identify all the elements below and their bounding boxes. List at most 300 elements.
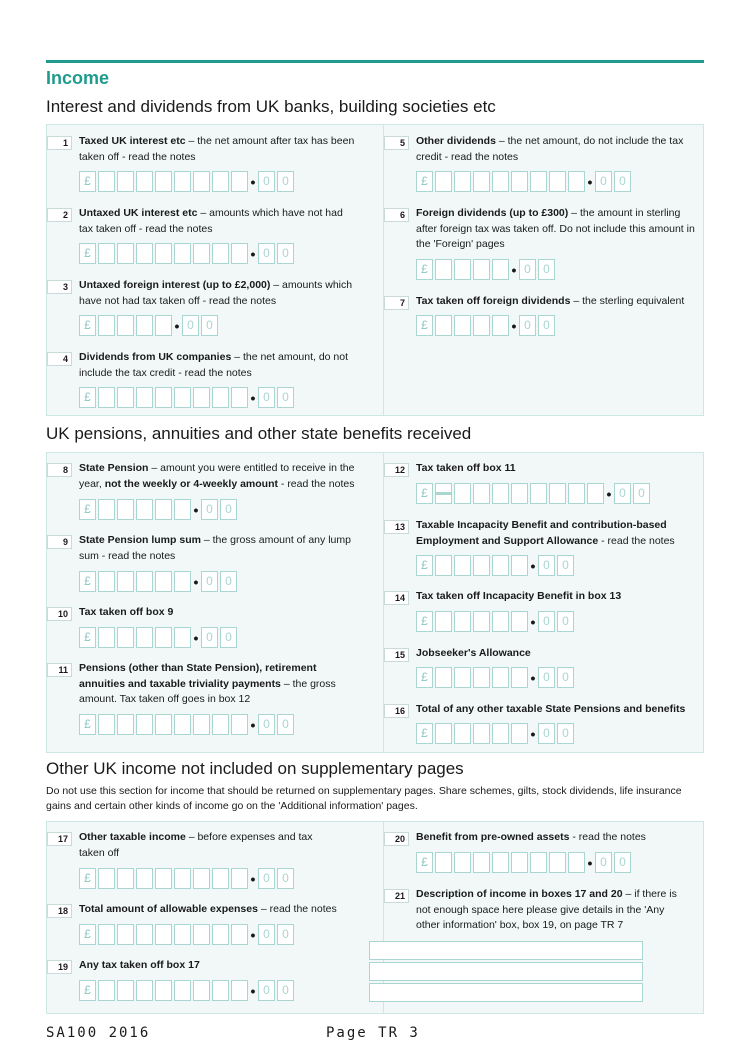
pence-cell[interactable]: 0 (614, 171, 631, 192)
pound-digit-cell[interactable] (136, 499, 153, 520)
pence-cell[interactable]: 0 (277, 868, 294, 889)
decimal-point: • (511, 261, 517, 278)
pound-digit-cell[interactable] (117, 571, 134, 592)
pence-cell[interactable]: 0 (538, 723, 555, 744)
pound-digit-cell[interactable] (136, 627, 153, 648)
decimal-point: • (250, 389, 256, 406)
box-19-label: Any tax taken off box 17 (79, 959, 200, 971)
pence-cell[interactable]: 0 (538, 555, 555, 576)
pound-digit-cell[interactable] (231, 714, 248, 735)
box-1-amount-field[interactable] (79, 171, 296, 192)
decimal-point: • (250, 245, 256, 262)
pound-digit-cell[interactable] (530, 171, 547, 192)
pound-digit-cell[interactable] (136, 924, 153, 945)
box-number-3: 3 (47, 280, 72, 294)
pound-digit-cell[interactable] (155, 387, 172, 408)
pound-digit-cell[interactable] (174, 571, 191, 592)
pound-digit-cell[interactable] (98, 868, 115, 889)
pound-sign-icon[interactable]: £ (416, 315, 433, 336)
box-11-amount-field[interactable] (79, 714, 296, 735)
pound-digit-cell[interactable] (549, 483, 566, 504)
box-19-question (79, 958, 364, 974)
box-number-8: 8 (47, 463, 72, 477)
decimal-point: • (250, 870, 256, 887)
pound-digit-cell[interactable] (511, 723, 528, 744)
pound-sign-icon[interactable]: £ (79, 315, 96, 336)
decimal-point: • (530, 613, 536, 630)
pound-digit-cell[interactable] (212, 387, 229, 408)
pound-digit-cell[interactable] (511, 555, 528, 576)
pound-digit-cell[interactable] (174, 499, 191, 520)
box-number-20: 20 (384, 832, 409, 846)
column-divider (383, 125, 384, 415)
pound-digit-cell[interactable] (155, 714, 172, 735)
box-13-label: Taxable Incapacity Benefit and contribution-based Employment and Support Allowance (416, 519, 667, 547)
pence-cell[interactable]: 0 (538, 315, 555, 336)
pound-digit-cell[interactable] (492, 667, 509, 688)
pound-digit-cell[interactable] (435, 315, 452, 336)
box-18-hint: – read the notes (257, 903, 337, 915)
pound-digit-cell[interactable] (568, 171, 585, 192)
pence-cell[interactable]: 0 (595, 171, 612, 192)
pence-cell[interactable]: 0 (277, 714, 294, 735)
pound-sign-icon[interactable]: £ (79, 387, 96, 408)
description-line-1[interactable] (369, 941, 643, 960)
pound-digit-cell[interactable] (174, 171, 191, 192)
pound-digit-cell[interactable] (117, 924, 134, 945)
pence-cell[interactable]: 0 (258, 171, 275, 192)
box-10-label: Tax taken off box 9 (79, 606, 174, 618)
box-19-amount-field[interactable] (79, 980, 296, 1001)
box-13-question (416, 518, 701, 549)
box-12-label: Tax taken off box 11 (416, 462, 516, 474)
box-3-hint: – amounts which have not had tax taken off - read the notes (79, 279, 353, 307)
pence-cell[interactable]: 0 (258, 714, 275, 735)
box-13-amount-field[interactable] (416, 555, 576, 576)
box-number-7: 7 (384, 296, 409, 310)
box-2-label: Untaxed UK interest etc (79, 207, 198, 219)
pound-digit-cell[interactable] (511, 483, 528, 504)
box-2-amount-field[interactable] (79, 243, 296, 264)
pound-digit-cell[interactable] (193, 171, 210, 192)
pound-digit-cell[interactable] (155, 315, 172, 336)
pound-digit-cell[interactable] (530, 852, 547, 873)
decimal-point: • (174, 317, 180, 334)
section-title-pensions: UK pensions, annuities and other state benefits received (46, 424, 472, 443)
decimal-point: • (193, 501, 199, 518)
pound-digit-cell[interactable] (155, 171, 172, 192)
pound-digit-cell[interactable] (98, 924, 115, 945)
box-8-hint-end: - read the notes (277, 477, 355, 490)
box-3-question (79, 278, 364, 309)
pound-digit-cell[interactable] (568, 852, 585, 873)
pound-digit-cell[interactable] (492, 723, 509, 744)
pound-digit-cell[interactable] (473, 171, 490, 192)
pence-cell[interactable]: 0 (201, 499, 218, 520)
pound-digit-cell[interactable] (435, 611, 452, 632)
pound-digit-cell[interactable] (454, 483, 471, 504)
pound-digit-cell[interactable] (193, 714, 210, 735)
pound-digit-cell[interactable] (231, 980, 248, 1001)
box-5-label: Other dividends (416, 135, 496, 147)
pound-digit-cell[interactable] (231, 243, 248, 264)
box-9-question (79, 533, 359, 564)
pound-digit-cell[interactable] (155, 243, 172, 264)
pence-cell[interactable]: 0 (614, 483, 631, 504)
pence-cell[interactable]: 0 (220, 499, 237, 520)
pound-digit-cell[interactable] (117, 868, 134, 889)
decimal-point: • (587, 173, 593, 190)
box-14-label: Tax taken off Incapacity Benefit in box 13 (416, 590, 622, 602)
pence-cell[interactable]: 0 (614, 852, 631, 873)
pound-digit-cell[interactable] (174, 243, 191, 264)
box-8-hint: – amount you were entitled to receive in the year, (79, 462, 355, 490)
pound-digit-cell[interactable] (454, 315, 471, 336)
decimal-point: • (250, 982, 256, 999)
pound-digit-cell[interactable] (98, 387, 115, 408)
pound-sign-icon[interactable]: £ (416, 852, 433, 873)
pound-digit-cell[interactable] (473, 483, 490, 504)
box-7-amount-field[interactable] (416, 315, 557, 336)
top-rule (46, 60, 704, 63)
box-number-10: 10 (47, 607, 72, 621)
pence-cell[interactable]: 0 (538, 611, 555, 632)
box-20-amount-field[interactable] (416, 852, 633, 873)
pound-sign-icon[interactable]: £ (79, 499, 96, 520)
footer-form-id: SA100 2016 (46, 1025, 151, 1041)
box-5-hint: – the net amount, do not include the tax credit - read the notes (416, 135, 684, 163)
pound-digit-cell[interactable] (492, 611, 509, 632)
box-11-question (79, 661, 359, 708)
pound-digit-cell[interactable] (473, 723, 490, 744)
pound-digit-cell[interactable] (231, 868, 248, 889)
pound-digit-cell[interactable] (155, 980, 172, 1001)
pound-digit-cell[interactable] (454, 555, 471, 576)
pound-digit-cell[interactable] (454, 852, 471, 873)
pence-cell[interactable]: 0 (633, 483, 650, 504)
pound-digit-cell[interactable] (136, 387, 153, 408)
pound-digit-cell[interactable] (174, 387, 191, 408)
box-9-label: State Pension lump sum (79, 534, 201, 546)
pound-digit-cell[interactable] (492, 555, 509, 576)
box-16-question (416, 702, 701, 718)
pound-digit-cell[interactable] (155, 571, 172, 592)
pound-digit-cell[interactable] (231, 171, 248, 192)
box-number-18: 18 (47, 904, 72, 918)
pound-digit-cell[interactable] (98, 714, 115, 735)
box-9-hint: – the gross amount of any lump sum - read the notes (79, 534, 351, 562)
decimal-point: • (530, 725, 536, 742)
pound-digit-cell[interactable] (435, 259, 452, 280)
decimal-point: • (193, 629, 199, 646)
pound-digit-cell[interactable] (117, 387, 134, 408)
box-6-hint: – the amount in sterling after foreign tax was taken off. Do not include this amount in the 'Foreign' pages (416, 207, 695, 250)
pound-digit-cell[interactable] (473, 852, 490, 873)
box-3-amount-field[interactable] (79, 315, 220, 336)
pound-sign-icon[interactable]: £ (79, 171, 96, 192)
pence-cell[interactable]: 0 (258, 924, 275, 945)
box-11-label: Pensions (other than State Pension), retirement annuities and taxable triviality payments (79, 662, 317, 690)
box-5-amount-field[interactable] (416, 171, 633, 192)
pound-digit-cell[interactable] (511, 852, 528, 873)
box-21-hint: – if there is not enough space here please give details in the 'Any other information' box, box 19, on page TR 7 (416, 888, 677, 931)
pound-sign-icon[interactable]: £ (79, 571, 96, 592)
pence-cell[interactable]: 0 (277, 980, 294, 1001)
pound-digit-cell[interactable] (98, 315, 115, 336)
pound-digit-cell[interactable] (454, 611, 471, 632)
pound-sign-icon[interactable]: £ (79, 243, 96, 264)
pound-digit-cell[interactable] (473, 315, 490, 336)
pound-digit-cell[interactable] (568, 483, 585, 504)
box-14-amount-field[interactable] (416, 611, 576, 632)
pound-digit-cell[interactable] (492, 171, 509, 192)
pound-digit-cell[interactable] (530, 483, 547, 504)
box-number-6: 6 (384, 208, 409, 222)
pound-digit-cell[interactable] (492, 259, 509, 280)
box-15-amount-field[interactable] (416, 667, 576, 688)
pound-digit-cell[interactable] (587, 483, 604, 504)
pound-digit-cell[interactable] (193, 243, 210, 264)
box-17-hint: – before expenses and tax taken off (79, 831, 313, 859)
pence-cell[interactable]: 0 (538, 259, 555, 280)
box-11-hint: – the gross amount. Tax taken off goes in box 12 (79, 677, 336, 705)
pound-digit-cell[interactable] (136, 571, 153, 592)
pound-sign-icon[interactable]: £ (416, 483, 433, 504)
box-6-amount-field[interactable] (416, 259, 557, 280)
pound-digit-cell[interactable] (117, 627, 134, 648)
pound-sign-icon[interactable]: £ (79, 627, 96, 648)
decimal-point: • (606, 485, 612, 502)
box-number-14: 14 (384, 591, 409, 605)
pound-digit-cell[interactable] (136, 315, 153, 336)
pence-cell[interactable]: 0 (258, 387, 275, 408)
pound-digit-cell[interactable] (511, 611, 528, 632)
pound-digit-cell[interactable] (155, 627, 172, 648)
box-8-amount-field[interactable] (79, 499, 239, 520)
decimal-point: • (530, 669, 536, 686)
pound-digit-cell[interactable] (454, 259, 471, 280)
pence-cell[interactable]: 0 (595, 852, 612, 873)
pound-digit-cell[interactable] (98, 571, 115, 592)
pound-digit-cell[interactable] (511, 171, 528, 192)
box-15-question (416, 646, 701, 662)
pound-digit-cell[interactable] (117, 171, 134, 192)
pound-digit-cell[interactable] (473, 611, 490, 632)
box-18-question (79, 902, 364, 918)
pence-cell[interactable]: 0 (258, 243, 275, 264)
pound-digit-cell[interactable] (473, 555, 490, 576)
box-12-question (416, 461, 701, 477)
pound-sign-icon[interactable]: £ (79, 714, 96, 735)
box-number-11: 11 (47, 663, 72, 677)
pound-digit-cell[interactable] (492, 315, 509, 336)
box-number-5: 5 (384, 136, 409, 150)
box-6-question (416, 206, 701, 253)
box-10-question (79, 605, 364, 621)
box-17-amount-field[interactable] (79, 868, 296, 889)
pound-digit-cell[interactable] (212, 171, 229, 192)
pound-digit-cell[interactable] (117, 499, 134, 520)
pound-sign-icon[interactable]: £ (416, 723, 433, 744)
pound-digit-cell[interactable] (212, 924, 229, 945)
pence-cell[interactable]: 0 (557, 723, 574, 744)
pound-digit-cell[interactable] (549, 852, 566, 873)
pound-digit-cell[interactable] (492, 483, 509, 504)
pound-digit-cell[interactable] (435, 171, 452, 192)
pound-digit-cell[interactable] (136, 980, 153, 1001)
box-18-label: Total amount of allowable expenses (79, 903, 258, 915)
decimal-point: • (250, 716, 256, 733)
pound-digit-cell[interactable] (193, 868, 210, 889)
pound-digit-cell[interactable] (136, 243, 153, 264)
pound-sign-icon[interactable]: £ (416, 667, 433, 688)
box-number-15: 15 (384, 648, 409, 662)
box-6-label: Foreign dividends (up to £300) (416, 207, 569, 219)
pound-digit-cell[interactable] (117, 714, 134, 735)
pound-sign-icon[interactable]: £ (416, 555, 433, 576)
box-18-amount-field[interactable] (79, 924, 296, 945)
pence-cell[interactable]: 0 (201, 571, 218, 592)
pound-digit-cell[interactable] (454, 723, 471, 744)
box-2-hint: – amounts which have not had tax taken off - read the notes (79, 207, 343, 235)
pence-cell[interactable]: 0 (201, 627, 218, 648)
pound-digit-cell[interactable] (193, 924, 210, 945)
section-title-other-income: Other UK income not included on supplementary pages (46, 759, 464, 778)
minus-sign-cell[interactable] (435, 483, 452, 504)
box-number-21: 21 (384, 889, 409, 903)
pence-cell[interactable]: 0 (557, 667, 574, 688)
pound-digit-cell[interactable] (155, 499, 172, 520)
pound-digit-cell[interactable] (473, 259, 490, 280)
box-4-amount-field[interactable] (79, 387, 296, 408)
pound-digit-cell[interactable] (435, 555, 452, 576)
pound-digit-cell[interactable] (174, 627, 191, 648)
pound-sign-icon[interactable]: £ (79, 924, 96, 945)
box-21-label: Description of income in boxes 17 and 20 (416, 888, 623, 900)
minus-icon (436, 492, 451, 495)
pound-sign-icon[interactable]: £ (79, 980, 96, 1001)
box-number-19: 19 (47, 960, 72, 974)
box-20-question (416, 830, 701, 846)
pound-digit-cell[interactable] (454, 667, 471, 688)
pound-digit-cell[interactable] (231, 387, 248, 408)
pound-digit-cell[interactable] (193, 980, 210, 1001)
description-line-2[interactable] (369, 962, 643, 981)
pound-digit-cell[interactable] (549, 171, 566, 192)
pound-digit-cell[interactable] (155, 868, 172, 889)
box-9-amount-field[interactable] (79, 571, 239, 592)
pence-cell[interactable]: 0 (519, 315, 536, 336)
pound-digit-cell[interactable] (435, 852, 452, 873)
pence-cell[interactable]: 0 (277, 387, 294, 408)
pence-cell[interactable]: 0 (557, 611, 574, 632)
box-7-hint: – the sterling equivalent (570, 295, 685, 307)
pound-digit-cell[interactable] (98, 499, 115, 520)
pound-sign-icon[interactable]: £ (416, 171, 433, 192)
box-number-2: 2 (47, 208, 72, 222)
pound-digit-cell[interactable] (117, 243, 134, 264)
box-16-label: Total of any other taxable State Pensions and benefits (416, 703, 686, 715)
pound-digit-cell[interactable] (174, 924, 191, 945)
pence-cell[interactable]: 0 (201, 315, 218, 336)
box-4-label: Dividends from UK companies (79, 351, 232, 363)
pound-digit-cell[interactable] (212, 980, 229, 1001)
pound-digit-cell[interactable] (117, 315, 134, 336)
pound-digit-cell[interactable] (98, 980, 115, 1001)
pound-digit-cell[interactable] (492, 852, 509, 873)
pence-cell[interactable]: 0 (557, 555, 574, 576)
box-16-amount-field[interactable] (416, 723, 576, 744)
pence-cell[interactable]: 0 (277, 243, 294, 264)
box-20-label: Benefit from pre-owned assets (416, 831, 570, 843)
box-4-hint: – the net amount, do not include the tax credit - read the notes (79, 351, 349, 379)
box-12-amount-field[interactable] (416, 483, 652, 504)
box-1-label: Taxed UK interest etc (79, 135, 186, 147)
pound-digit-cell[interactable] (136, 868, 153, 889)
pound-digit-cell[interactable] (98, 627, 115, 648)
decimal-point: • (530, 557, 536, 574)
pound-digit-cell[interactable] (174, 714, 191, 735)
pence-cell[interactable]: 0 (277, 924, 294, 945)
pound-digit-cell[interactable] (473, 667, 490, 688)
section-intro: Do not use this section for income that should be returned on supplementary pages. Share schemes, gilts, stock dividends, life insurance gains and certain other kinds of income go on the 'Additional information' pages. (46, 785, 682, 812)
box-15-label: Jobseeker's Allowance (416, 647, 531, 659)
pound-digit-cell[interactable] (98, 171, 115, 192)
pound-digit-cell[interactable] (212, 243, 229, 264)
box-17-question (79, 830, 339, 861)
pound-digit-cell[interactable] (193, 387, 210, 408)
box-number-13: 13 (384, 520, 409, 534)
pound-digit-cell[interactable] (174, 980, 191, 1001)
box-number-9: 9 (47, 535, 72, 549)
pound-digit-cell[interactable] (136, 171, 153, 192)
pence-cell[interactable]: 0 (538, 667, 555, 688)
pound-sign-icon[interactable]: £ (416, 259, 433, 280)
pound-digit-cell[interactable] (454, 171, 471, 192)
pence-cell[interactable]: 0 (258, 980, 275, 1001)
pound-digit-cell[interactable] (231, 924, 248, 945)
pound-digit-cell[interactable] (98, 243, 115, 264)
pence-cell[interactable]: 0 (220, 627, 237, 648)
box-number-1: 1 (47, 136, 72, 150)
pound-sign-icon[interactable]: £ (416, 611, 433, 632)
box-10-amount-field[interactable] (79, 627, 239, 648)
pence-cell[interactable]: 0 (220, 571, 237, 592)
pound-digit-cell[interactable] (435, 667, 452, 688)
pound-digit-cell[interactable] (136, 714, 153, 735)
pound-digit-cell[interactable] (435, 723, 452, 744)
box-8-emphasis: not the weekly or 4-weekly amount (104, 477, 278, 490)
pence-cell[interactable]: 0 (519, 259, 536, 280)
pound-digit-cell[interactable] (212, 714, 229, 735)
description-line-3[interactable] (369, 983, 643, 1002)
section-title-interest: Interest and dividends from UK banks, building societies etc (46, 97, 496, 116)
box-number-4: 4 (47, 352, 72, 366)
box-7-question (416, 294, 701, 310)
box-21-question (416, 887, 686, 934)
pence-cell[interactable]: 0 (258, 868, 275, 889)
pound-digit-cell[interactable] (155, 924, 172, 945)
pound-digit-cell[interactable] (174, 868, 191, 889)
pence-cell[interactable]: 0 (277, 171, 294, 192)
pence-cell[interactable]: 0 (182, 315, 199, 336)
box-13-hint: - read the notes (598, 534, 675, 547)
box-1-hint: – the net amount after tax has been taken off - read the notes (79, 135, 355, 163)
pound-sign-icon[interactable]: £ (79, 868, 96, 889)
pound-digit-cell[interactable] (117, 980, 134, 1001)
pound-digit-cell[interactable] (511, 667, 528, 688)
pound-digit-cell[interactable] (212, 868, 229, 889)
